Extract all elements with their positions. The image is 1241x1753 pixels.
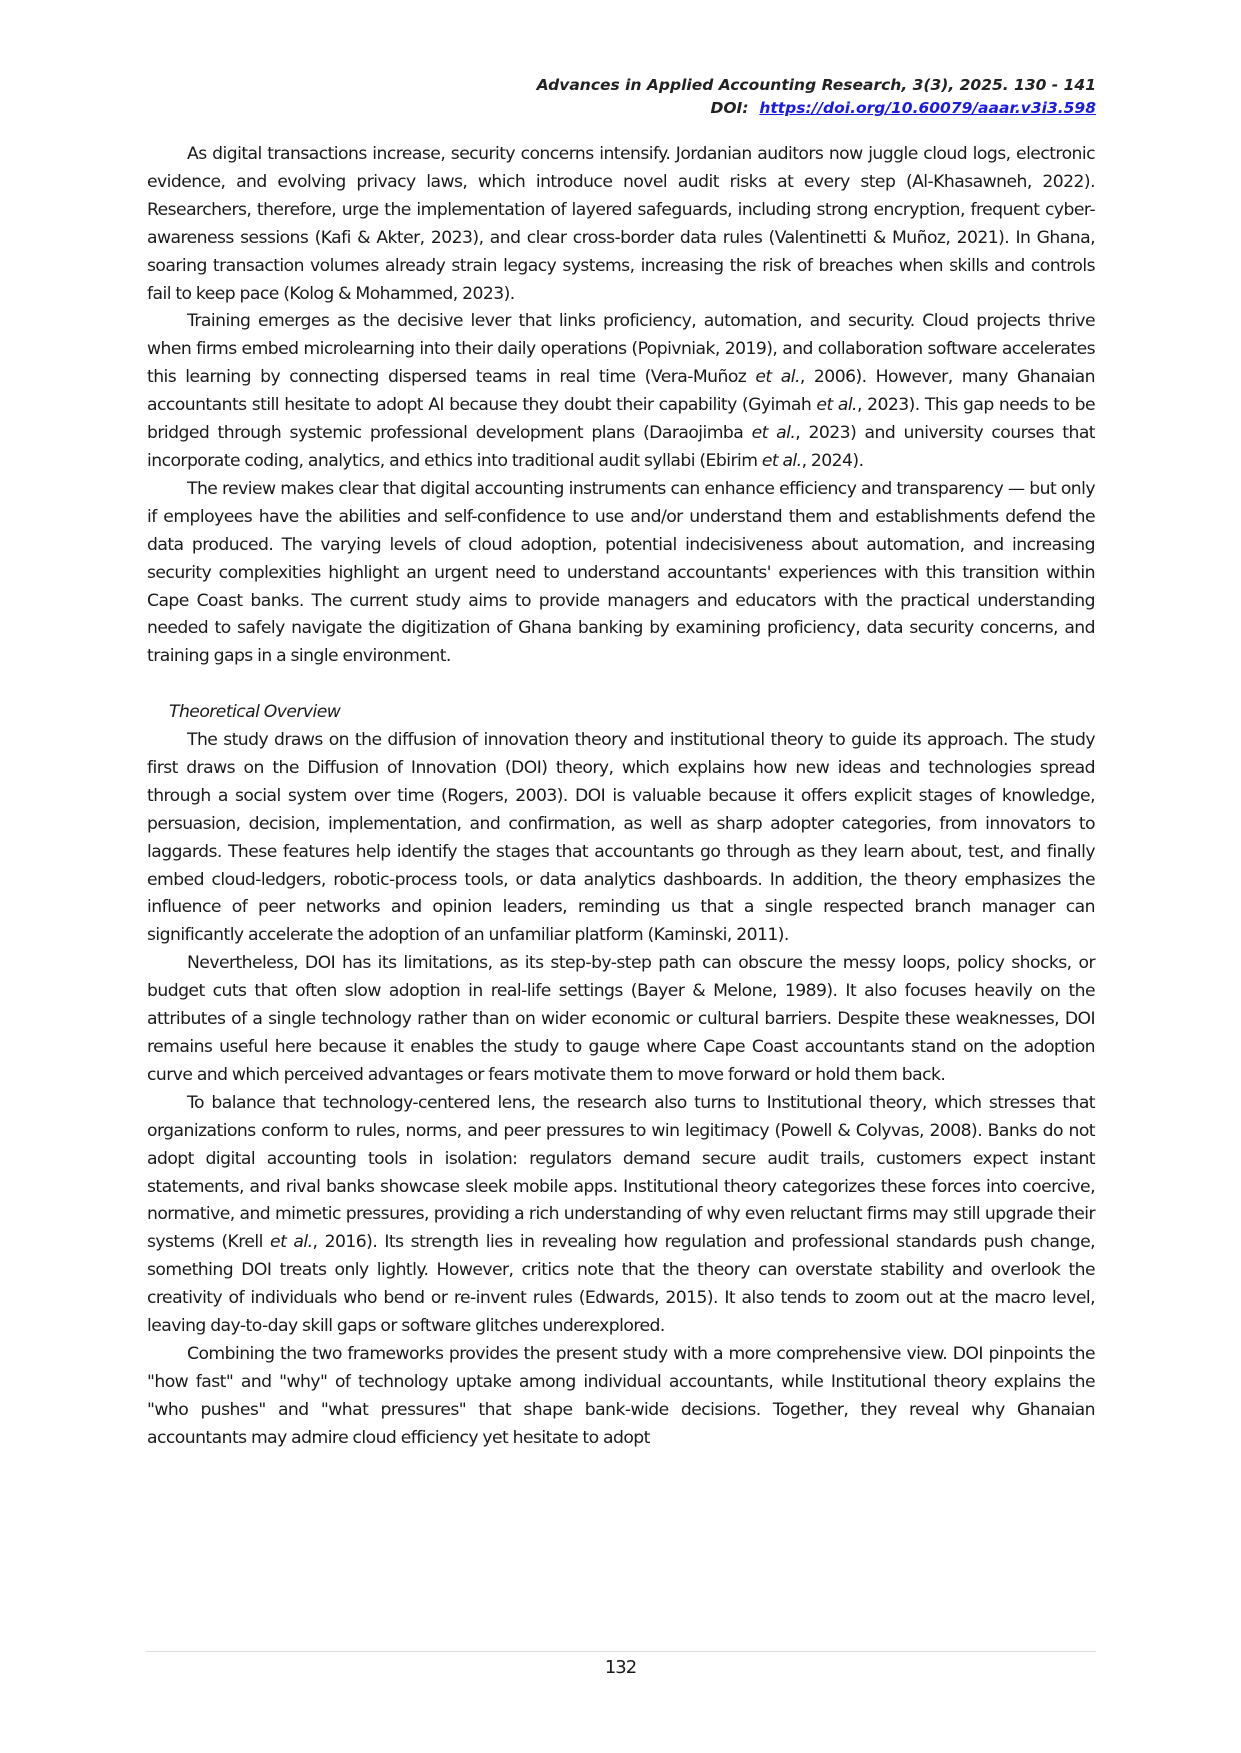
page-number: 132 <box>604 1657 637 1678</box>
section-heading: Theoretical Overview <box>169 702 341 723</box>
running-header <box>537 74 1096 120</box>
journal-citation: Advances in Applied Accounting Research, 3(3), 2025. 130 - 141 <box>536 76 1096 94</box>
paragraph-training: Training emerges as the decisive lever that links proficiency, automation, and security. Cloud projects thrive when firms embed microlearning into their daily operations (Popivniak, 2019), and collaboration software accelerates this learning by connecting dispersed teams in real time (Vera-Muñoz et al., 2006). However, many Ghanaian accountants still hesitate to adopt AI because they doubt their capability (Gyimah et al., 2023). This gap needs to be bridged through systemic professional development plans (Daraojimba et al., 2023) and university courses that incorporate coding, analytics, and ethics into traditional audit syllabi (Ebirim et al., 2024). <box>147 311 1096 471</box>
paragraph-doi-limitations: Nevertheless, DOI has its limitations, as its step-by-step path can obscure the messy loops, policy shocks, or budget cuts that often slow adoption in real-life settings (Bayer & Melone, 1989). It also focuses heavily on the attributes of a single technology rather than on wider economic or cultural barriers. Despite these weaknesses, DOI remains useful here because it enables the study to gauge where Cape Coast accountants stand on the adoption curve and which perceived advantages or fears motivate them to move forward or hold them back. <box>147 953 1095 1085</box>
paragraph-security: As digital transactions increase, security concerns intensify. Jordanian auditors now juggle cloud logs, electronic evidence, and evolving privacy laws, which introduce novel audit risks at every step (Al-Khasawneh, 2022). Researchers, therefore, urge the implementation of layered safeguards, including strong encryption, frequent cyber-awareness sessions (Kafi & Akter, 2023), and clear cross-border data rules (Valentinetti & Muñoz, 2021). In Ghana, soaring transaction volumes already strain legacy systems, increasing the risk of breaches when skills and controls fail to keep pace (Kolog & Mohammed, 2023). <box>147 144 1095 304</box>
body-text <box>147 141 1095 1453</box>
paragraph-combining-frameworks: Combining the two frameworks provides the present study with a more comprehensive view. DOI pinpoints the "how fast" and "why" of technology uptake among individual accountants, while Institutional theory explains the "who pushes" and "what pressures" that shape bank-wide decisions. Together, they reveal why Ghanaian accountants may admire cloud efficiency yet hesitate to adopt <box>147 1343 1095 1448</box>
paragraph-doi-theory: The study draws on the diffusion of innovation theory and institutional theory to guide its approach. The study first draws on the Diffusion of Innovation (DOI) theory, which explains how new ideas and technologies spread through a social system over time (Rogers, 2003). DOI is valuable because it offers explicit stages of knowledge, persuasion, decision, implementation, and confirmation, as well as sharp adopter categories, from innovators to laggards. These features help identify the stages that accountants go through as they learn about, test, and finally embed cloud-ledgers, robotic-process tools, or data analytics dashboards. In addition, the theory emphasizes the influence of peer networks and opinion leaders, reminding us that a single respected branch manager can significantly accelerate the adoption of an unfamiliar platform (Kaminski, 2011). <box>147 730 1095 946</box>
paragraph-institutional-theory: To balance that technology-centered lens, the research also turns to Institutional theory, which stresses that organizations conform to rules, norms, and peer pressures to win legitimacy (Powell & Colyvas, 2008). Banks do not adopt digital accounting tools in isolation: regulators demand secure audit trails, customers expect instant statements, and rival banks showcase sleek mobile apps. Institutional theory categorizes these forces into coercive, normative, and mimetic pressures, providing a rich understanding of why even reluctant firms may still upgrade their systems (Krell et al., 2016). Its strength lies in revealing how regulation and professional standards push change, something DOI treats only lightly. However, critics note that the theory can overstate stability and overlook the creativity of individuals who bend or re-invent rules (Edwards, 2015). It also tends to zoom out at the macro level, leaving day-to-day skill gaps or software glitches underexplored. <box>147 1092 1096 1337</box>
paragraph-review: The review makes clear that digital accounting instruments can enhance efficiency and transparency — but only if employees have the abilities and self-confidence to use and/or understand them and establishments defend the data produced. The varying levels of cloud adoption, potential indecisiveness about automation, and increasing security complexities highlight an urgent need to understand accountants' experiences with this transition within Cape Coast banks. The current study aims to provide managers and educators with the practical understanding needed to safely navigate the digitization of Ghana banking by examining proficiency, data security concerns, and training gaps in a single environment. <box>147 478 1095 667</box>
doi-link[interactable]: https://doi.org/10.60079/aaar.v3i3.598 <box>759 99 1096 117</box>
doi-label: DOI: <box>710 99 749 117</box>
doi-line <box>537 97 1096 120</box>
footer-divider <box>146 1651 1096 1652</box>
